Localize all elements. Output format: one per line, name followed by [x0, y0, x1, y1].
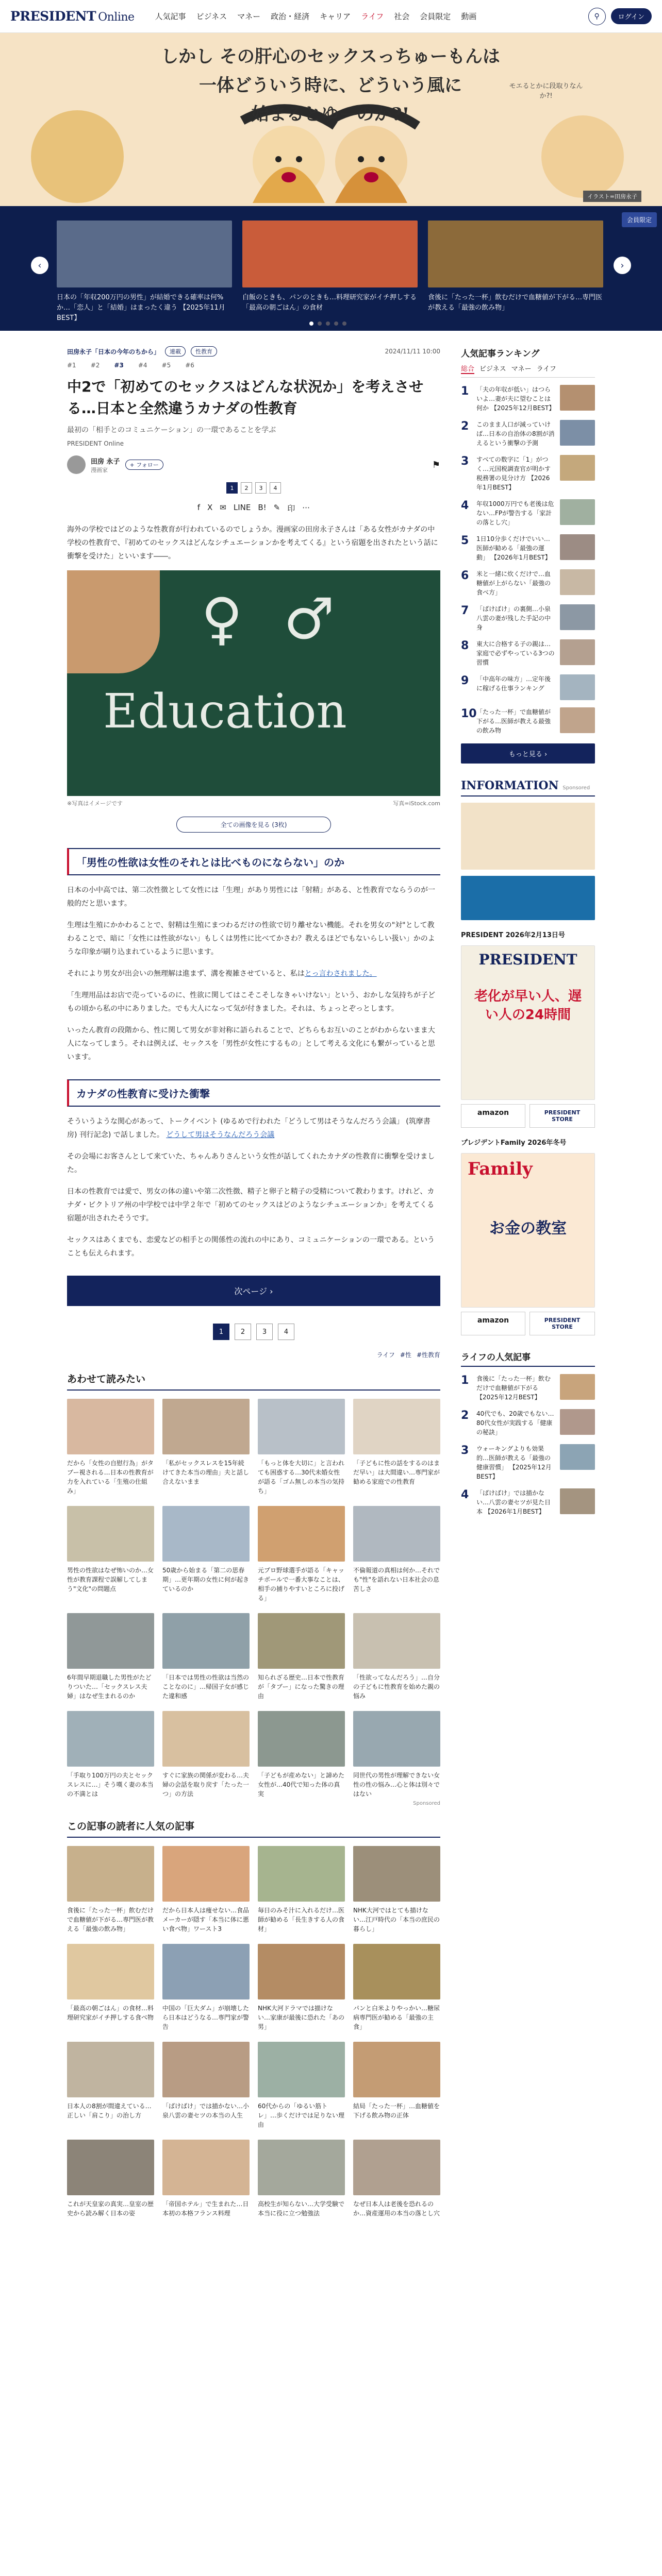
ranking-item[interactable]	[461, 674, 595, 700]
card-thumbnail	[258, 1711, 345, 1767]
article-card[interactable]	[353, 1399, 440, 1496]
life-ranking-list	[461, 1374, 595, 1516]
slider-next-arrow-icon[interactable]: ›	[614, 257, 631, 274]
rank-number: 8	[461, 639, 469, 652]
ad-banner-1[interactable]	[461, 803, 595, 870]
series-step[interactable]: #3	[114, 362, 124, 369]
card-title: だから日本人は痩せない…食品メーカーが隠す「本当に体に悪い食べ物」ワースト3	[162, 1907, 250, 1933]
card-title: 50歳から始まる「第二の思春期」…更年期の女性に何が起きているのか	[162, 1567, 250, 1592]
related-grid	[67, 1399, 440, 1799]
author-name[interactable]: 田房 永子	[91, 457, 120, 466]
publish-date: 2024/11/11 10:00	[385, 348, 440, 355]
hero-chalk-text: Education	[103, 684, 347, 739]
banner-text-3: 始まるとゆーのか?!	[251, 104, 410, 125]
rank-title: 東大に合格する子の親は…家庭で必ずやっている3つの習慣	[476, 640, 555, 666]
rank-thumbnail	[560, 1374, 595, 1400]
life-ranking-heading: ライフの人気記事	[461, 1350, 595, 1367]
next-page-button[interactable]: 次ページ ›	[67, 1276, 440, 1306]
ranking-tab[interactable]: ビジネス	[479, 365, 506, 373]
ranking-item[interactable]	[461, 1488, 595, 1516]
rank-thumbnail	[560, 1444, 595, 1470]
article-card[interactable]	[162, 1846, 250, 1934]
nav-item-7[interactable]: 会員限定	[420, 12, 451, 21]
avatar[interactable]	[67, 455, 86, 474]
rank-title: すべての数字に「1」がつく…元国税調査官が明かす税務署の見分け方 【2026年1月BEST】	[476, 456, 551, 491]
card-title: 「ばけばけ」では描かない…小泉八雲の妻セツの本当の人生	[162, 2103, 250, 2119]
card-title: なぜ日本人は老後を恐れるのか…資産運用の本当の落とし穴	[353, 2200, 440, 2217]
page-number[interactable]: 1	[213, 1324, 229, 1340]
card-title: 「もっと体を大切に」と言われても困惑する…30代未婚女性が語る「ゴム無しの本当の気持ち」	[258, 1460, 345, 1495]
card-title: 「手取り100万円の夫とセックスレスに…」そう嘆く妻の本当の不満とは	[67, 1772, 154, 1798]
card-thumbnail	[67, 1711, 154, 1767]
magazine-2-cover[interactable]: Family お金の教室	[461, 1153, 595, 1308]
amazon-button-2[interactable]: amazon	[461, 1312, 525, 1335]
article-hero-image[interactable]	[67, 570, 440, 796]
view-all-images-button[interactable]: 全ての画像を見る (3枚)	[176, 817, 331, 833]
series-link[interactable]: 田房永子「日本の今年のちから」	[67, 348, 160, 355]
article-title: 中2で「初めてのセックスはどんな状況か」を考えさせる…日本と全然違うカナダの性教育	[67, 378, 424, 417]
slide-card[interactable]	[242, 221, 418, 324]
information-heading: INFORMATION Sponsored	[461, 779, 595, 796]
tag-series[interactable]: 連載	[165, 346, 186, 357]
card-title: 「日本では男性の性欲は当然のことなのに」…帰国子女が感じた違和感	[162, 1674, 250, 1700]
article-lead: 海外の学校ではどのような性教育が行われているのでしょうか。漫画家の田房永子さんは「ある女性がカナダの中学校の性教育で、『初めてのセックスはどんなシチュエーションかを考えてくる』という宿題を出されたという話に衝撃を受けた」といいます――。	[67, 526, 438, 561]
series-step[interactable]: #6	[185, 362, 194, 369]
rank-title: 「ばけばけ」では描かない…八雲の妻セツが見た日本 【2026年1月BEST】	[476, 1489, 551, 1515]
rank-title: 「中高年の味方」…定年後に稼げる仕事ランキング	[476, 675, 551, 692]
card-title: 同世代の男性が理解できない女性の性の悩み…心と体は別々ではない	[353, 1772, 440, 1798]
card-title: だから「女性の自慰行為」がタブー視される…日本の性教育が力を入れている「生殖の仕組み」	[67, 1460, 154, 1495]
article-card[interactable]	[353, 1711, 440, 1799]
card-thumbnail	[162, 1506, 250, 1562]
card-thumbnail	[162, 1711, 250, 1767]
article-card[interactable]	[162, 1399, 250, 1496]
ranking-item[interactable]	[461, 1409, 595, 1437]
slide-card[interactable]	[428, 221, 603, 324]
ranking-tabs	[461, 363, 595, 378]
sponsored-label: Sponsored	[413, 1801, 440, 1806]
nav-item-2[interactable]: マネー	[237, 12, 261, 21]
rank-thumbnail	[560, 1488, 595, 1514]
rank-number: 2	[461, 1409, 469, 1422]
article-card[interactable]	[353, 2042, 440, 2129]
page-number[interactable]: 2	[235, 1324, 251, 1340]
page-number[interactable]: 1	[226, 482, 238, 494]
site-logo[interactable]: PRESIDENT Online	[10, 9, 135, 24]
article-card[interactable]	[258, 1506, 345, 1603]
share-icon[interactable]: ⋯	[302, 503, 310, 512]
card-thumbnail	[258, 1944, 345, 1999]
page-number[interactable]: 2	[241, 482, 252, 494]
share-icon[interactable]: ✉	[220, 503, 226, 512]
follow-button[interactable]: + フォロー	[125, 460, 163, 470]
article-card[interactable]	[258, 1711, 345, 1799]
card-title: 「最高の朝ごはん」の食材…料理研究家がイチ押しする食べ物	[67, 2005, 154, 2021]
article-card[interactable]	[258, 1399, 345, 1496]
card-thumbnail	[67, 1846, 154, 1902]
login-button[interactable]: ログイン	[611, 8, 652, 24]
slide-text: 日本の「年収200万円の男性」が結婚できる確率は何%か…「恋人」と「結婚」はまったく違う 【2025年11月BEST】	[57, 294, 225, 322]
share-icon[interactable]: B!	[258, 503, 267, 512]
female-symbol-icon: ♀	[201, 586, 243, 652]
article-card[interactable]	[258, 1613, 345, 1701]
card-thumbnail	[258, 1506, 345, 1562]
article-card[interactable]	[67, 1711, 154, 1799]
tag-link[interactable]: ライフ	[376, 1351, 395, 1359]
article-card[interactable]	[162, 1506, 250, 1603]
ranking-item[interactable]	[461, 604, 595, 632]
rank-number: 2	[461, 420, 469, 433]
series-step[interactable]: #1	[67, 362, 76, 369]
card-thumbnail	[353, 2140, 440, 2195]
rank-thumbnail	[560, 569, 595, 595]
rank-number: 5	[461, 534, 469, 547]
article-subtitle: 最初の「相手とのコミュニケーション」の一環であることを学ぶ	[67, 426, 276, 434]
nav-item-8[interactable]: 動画	[461, 12, 477, 21]
source-label: PRESIDENT Online	[67, 440, 124, 447]
section-heading-2: カナダの性教育に受けた衝撃	[67, 1079, 440, 1107]
ad-banner-2[interactable]	[461, 876, 595, 920]
rank-thumbnail	[560, 385, 595, 411]
card-title: 「帝国ホテル」で生まれた…日本初の本格フランス料理	[162, 2200, 249, 2217]
article-card[interactable]	[353, 1944, 440, 2031]
tag-link[interactable]: #性	[400, 1351, 411, 1359]
article-body-1: 日本の小中高では、第二次性徴として女性には「生理」があり男性には「射精」がある、と性教育でならうのが一般的だと思います。 生理は生殖にかかわることで、射精は生殖にまつわるだけの性欲で切り離せない機能。それを男女の"対"として教わることで、暗に「女性には性欲がない」もしくは男性に比べてかさわ？教えるほどでもないらしい扱い」かのような印象が刷り込まれているように思います。 それにより男女が出会いの無理解は進まず、溝を複雑させていると、私はとっ言わされました。 「生理用品はお店で売っているのに、性欲に関してはこそこそしなきゃいけない」という、おかしな気持ちが子どもの頃から私の中にありました。でも大人になって気が付きました。それは、ちょっとぞっとします。 いったん教育の段階から、性に関して男女が非対称に語られることで、どちらもお互いのことがわからないまま大人になってしまう。それは例えば、セックスを「男性が女性にするもの」として考える文化にも繋がっていると思います。	[67, 886, 435, 1061]
card-title: すぐに家族の関係が変わる…夫婦の会話を取り戻す「たった一つ」の方法	[162, 1772, 250, 1798]
related-heading: あわせて読みたい	[67, 1371, 440, 1391]
article-card[interactable]	[353, 1846, 440, 1934]
article-card[interactable]	[162, 1944, 250, 2031]
page-number[interactable]: 3	[255, 482, 267, 494]
page-number[interactable]: 4	[278, 1324, 294, 1340]
card-title: 高校生が知らない…大学受験で本当に役に立つ勉強法	[258, 2200, 345, 2217]
card-title: 「性欲ってなんだろう」…自分の子どもに性教育を始めた親の悩み	[353, 1674, 440, 1700]
rank-title: 「たった一杯」で血糖値が下がる…医師が教える最強の飲み物	[476, 708, 551, 734]
series-step[interactable]: #2	[90, 362, 100, 369]
image-caption: ※写真はイメージです	[67, 800, 123, 807]
article-card[interactable]	[67, 1846, 154, 1934]
page-nav-bottom	[67, 1324, 440, 1340]
ranking-item[interactable]	[461, 639, 595, 667]
rank-thumbnail	[560, 1409, 595, 1435]
ranking-item[interactable]	[461, 534, 595, 562]
rank-number: 3	[461, 455, 469, 468]
rank-number: 1	[461, 385, 469, 398]
rank-number: 4	[461, 499, 469, 512]
ranking-tab[interactable]: ライフ	[536, 365, 556, 373]
store-button-2[interactable]: PRESIDENT STORE	[529, 1312, 595, 1335]
card-thumbnail	[353, 1399, 440, 1454]
rank-number: 4	[461, 1488, 469, 1501]
male-symbol-icon: ♂	[284, 586, 335, 652]
article-card[interactable]	[67, 1613, 154, 1701]
share-bar	[67, 503, 440, 514]
card-title: NHK大河ではとても描けない…江戸時代の「本当の庶民の暮らし」	[353, 1907, 440, 1933]
author-role: 漫画家	[91, 466, 108, 473]
share-icon[interactable]: LINE	[233, 503, 251, 512]
card-title: 不倫報道の真相は何か…それでも"性"を語れない日本社会の息苦しさ	[353, 1567, 440, 1592]
nav-item-3[interactable]: 政治・経済	[271, 12, 310, 21]
hand-image	[67, 570, 160, 673]
card-title: 「私がセックスレスを15年続けてきた本当の理由」夫と話し合えないまま	[162, 1460, 250, 1485]
rank-thumbnail	[560, 604, 595, 630]
card-title: 「子どもが産めない」と諦めた女性が…40代で知った体の真実	[258, 1772, 345, 1798]
slider-pager[interactable]	[309, 321, 346, 326]
card-thumbnail	[353, 1711, 440, 1767]
magazine-1-title: PRESIDENT 2026年2月13日号	[461, 931, 565, 939]
sidebar	[461, 346, 595, 2218]
card-thumbnail	[353, 2042, 440, 2097]
magazine-2-title: プレジデントFamily 2026年冬号	[461, 1139, 567, 1147]
section-heading-1: 「男性の性欲は女性のそれとは比べものにならない」のか	[67, 848, 440, 875]
article-card[interactable]	[67, 1506, 154, 1603]
card-thumbnail	[67, 2140, 154, 2195]
rank-title: 1日10分歩くだけでいい…医師が勧める「最強の運動」 【2026年1月BEST】	[476, 535, 551, 561]
article-card[interactable]	[162, 2140, 250, 2218]
card-title: これが天皇家の真実…皇室の歴史から読み解く日本の姿	[67, 2200, 154, 2217]
ranking-item[interactable]	[461, 707, 595, 735]
tag-link[interactable]: #性教育	[416, 1351, 440, 1359]
page-nav-top	[67, 482, 440, 494]
rank-number: 9	[461, 674, 469, 687]
card-thumbnail	[162, 1846, 250, 1902]
store-button[interactable]: PRESIDENT STORE	[529, 1104, 595, 1128]
banner-note: モエるとかに段取りなんか?!	[509, 82, 583, 100]
article-main	[67, 346, 440, 2218]
rank-thumbnail	[560, 455, 595, 481]
card-title: 「子どもに性の話をするのはまだ早い」は大間違い…専門家が勧める家庭での性教育	[353, 1460, 440, 1485]
banner-text-2: 一体どういう時に、どういう風に	[199, 75, 462, 96]
card-title: 6年間早期退職した男性がたどりついた…「セックスレス夫婦」はなぜ生まれるのか	[67, 1674, 152, 1700]
article-card[interactable]	[353, 1613, 440, 1701]
card-title: 60代からの「ゆるい筋トレ」…歩くだけでは足りない理由	[258, 2103, 345, 2128]
article-card[interactable]	[67, 2042, 154, 2129]
card-title: 元プロ野球選手が語る「キャッチボールで一番大事なことは、相手の捕りやすいところに投げる」	[258, 1567, 345, 1602]
rank-thumbnail	[560, 674, 595, 700]
card-thumbnail	[353, 1944, 440, 1999]
amazon-button[interactable]: amazon	[461, 1104, 525, 1128]
ranking-item[interactable]	[461, 385, 595, 413]
rank-number: 1	[461, 1374, 469, 1387]
rank-thumbnail	[560, 534, 595, 560]
card-thumbnail	[258, 1613, 345, 1669]
ranking-more-button[interactable]: もっと見る ›	[461, 743, 595, 764]
card-thumbnail	[162, 1944, 250, 1999]
nav-item-5[interactable]: ライフ	[361, 12, 384, 21]
card-thumbnail	[258, 1399, 345, 1454]
ranking-item[interactable]	[461, 420, 595, 448]
rank-title: 40代でも、20歳でもない…80代女性が実践する「健康の秘訣」	[476, 1410, 554, 1436]
nav-item-4[interactable]: キャリア	[320, 12, 351, 21]
article-card[interactable]	[162, 2042, 250, 2129]
article-card[interactable]	[258, 1944, 345, 2031]
article-card[interactable]	[353, 1506, 440, 1603]
nav-item-1[interactable]: ビジネス	[196, 12, 227, 21]
ranking-item[interactable]	[461, 1374, 595, 1402]
article-card[interactable]	[258, 1846, 345, 1934]
photo-credit: 写真=iStock.com	[393, 800, 440, 807]
rank-number: 6	[461, 569, 469, 582]
rank-title: 「ばけばけ」の裏側…小泉八雲の妻が残した手記の中身	[476, 605, 551, 631]
slide-image	[242, 221, 418, 287]
search-icon[interactable]: ⚲	[588, 8, 606, 25]
rank-title: 「夫の年収が低い」はつらいよ…妻が夫に望むことは何か 【2025年12月BEST】	[476, 386, 555, 412]
main-nav	[155, 9, 588, 24]
ranking-item[interactable]	[461, 1444, 595, 1481]
card-thumbnail	[67, 2042, 154, 2097]
banner-text-1: しかし その肝心のセックスっちゅーもんは	[161, 46, 500, 67]
rank-title: ウォーキングよりも効果的…医師が教える「最強の健康習慣」 【2025年12月BEST】	[476, 1445, 552, 1480]
popular-grid	[67, 1846, 440, 2218]
slide-text: 食後に「たった一杯」飲むだけで血糖値が下がる…専門医が教える「最強の飲み物」	[428, 294, 603, 312]
card-title: パンと白米よりやっかい…糖尿病専門医が勧める「最強の主食」	[353, 2005, 440, 2030]
page-number[interactable]: 4	[270, 482, 281, 494]
ranking-list	[461, 385, 595, 735]
card-thumbnail	[258, 2140, 345, 2195]
card-thumbnail	[67, 1613, 154, 1669]
site-header	[0, 0, 662, 33]
ranking-item[interactable]	[461, 499, 595, 527]
rank-number: 7	[461, 604, 469, 617]
popular-heading: この記事の読者に人気の記事	[67, 1819, 440, 1838]
article-card[interactable]	[258, 2042, 345, 2129]
card-thumbnail	[353, 1506, 440, 1562]
article-card[interactable]	[67, 1944, 154, 2031]
article-tags	[67, 1350, 440, 1359]
card-thumbnail	[162, 1613, 250, 1669]
ranking-item[interactable]	[461, 569, 595, 597]
card-thumbnail	[353, 1613, 440, 1669]
share-icon[interactable]: f	[197, 503, 201, 512]
card-thumbnail	[67, 1944, 154, 1999]
card-title: NHK大河ドラマでは描けない…家康が最後に恐れた「あの男」	[258, 2005, 345, 2030]
article-card[interactable]	[162, 1711, 250, 1799]
card-title: 結局「たった一杯」…血糖値を下げる飲み物の正体	[353, 2103, 440, 2119]
share-icon[interactable]: 印	[287, 504, 295, 513]
card-title: 男性の性欲はなぜ怖いのか…女性が教育課程で誤解してしまう"文化"の問題点	[67, 1567, 154, 1592]
article-card[interactable]	[258, 2140, 345, 2218]
slide-card[interactable]	[57, 221, 232, 324]
rank-number: 10	[461, 707, 477, 720]
article-card[interactable]	[67, 2140, 154, 2218]
article-card[interactable]	[162, 1613, 250, 1701]
ranking-item[interactable]	[461, 455, 595, 492]
article-body-2: そういうような関心があって、トークイベント (ゆるめで行われた「どうして男はそうなんだろう会議」 (筑摩書房) 刊行記念) で話しました。 どうして男はそうなんだろう会議 その会場にお客さんとして来ていた、ちゃんありさんという女性が話してくれたカナダの性教育に衝撃を受けました。 日本の性教育では愛で、男女の体の違いや第二次性徴、精子と卵子と精子の受精について教わります。けれど、カナダ・ビクトリア州の中学校では中学２年で「初めてのセックスはどのようなシチュエーションか」を考えてくる宿題が出されたそうです。 セックスはあくまでも、恋愛などの相手との関係性の流れの中にあり、コミュニケーションの一環である。ということも伝えられます。	[67, 1117, 435, 1258]
featured-slider	[0, 206, 662, 331]
share-icon[interactable]: X	[207, 503, 213, 512]
slider-prev-arrow-icon[interactable]: ‹	[31, 257, 48, 274]
rank-thumbnail	[560, 420, 595, 446]
card-thumbnail	[258, 2042, 345, 2097]
nav-item-6[interactable]: 社会	[394, 12, 410, 21]
card-thumbnail	[67, 1399, 154, 1454]
card-title: 日本人の8割が間違えている…正しい「肩こり」の治し方	[67, 2103, 152, 2119]
banner-credit: イラスト=田房永子	[583, 191, 641, 202]
hero-banner[interactable]	[0, 33, 662, 206]
inline-link-2[interactable]: どうして男はそうなんだろう会議	[166, 1131, 275, 1139]
rank-thumbnail	[560, 639, 595, 665]
inline-link-1[interactable]: とっ言わされました。	[304, 970, 377, 978]
bookmark-icon[interactable]: ⚑	[432, 459, 440, 470]
card-thumbnail	[162, 2042, 250, 2097]
tag-sex-ed[interactable]: 性教育	[191, 346, 217, 357]
rank-title: 米と一緒に炊くだけで…血糖値が上がらない「最強の食べ方」	[476, 570, 551, 596]
nav-item-0[interactable]: 人気記事	[155, 12, 186, 21]
article-card[interactable]	[67, 1399, 154, 1496]
slide-text: 白飯のときも、パンのときも…料理研究家がイチ押しする「最高の朝ごはん」の食材	[242, 294, 417, 312]
member-badge[interactable]: 会員限定	[622, 212, 657, 227]
ranking-heading: 人気記事ランキング	[461, 349, 540, 359]
slide-image	[57, 221, 232, 287]
rank-number: 3	[461, 1444, 469, 1457]
rank-title: 年収1000万円でも老後は危ない…FPが警告する「家計の落とし穴」	[476, 500, 554, 526]
page-number[interactable]: 3	[256, 1324, 273, 1340]
rank-thumbnail	[560, 499, 595, 525]
card-thumbnail	[162, 2140, 250, 2195]
magazine-1-cover[interactable]: PRESIDENT 老化が早い人、遅い人の24時間	[461, 945, 595, 1100]
card-thumbnail	[162, 1399, 250, 1454]
series-step[interactable]: #4	[138, 362, 147, 369]
share-icon[interactable]: ✎	[273, 503, 280, 512]
rank-title: 食後に「たった一杯」飲むだけで血糖値が下がる 【2025年12月BEST】	[476, 1375, 551, 1401]
rank-thumbnail	[560, 707, 595, 733]
card-title: 中国の「巨大ダム」が崩壊したら日本はどうなる…専門家が警告	[162, 2005, 250, 2030]
series-steps	[67, 362, 440, 369]
article-card[interactable]	[353, 2140, 440, 2218]
ranking-tab[interactable]: 総合	[461, 363, 474, 374]
slide-image	[428, 221, 603, 287]
author-block	[67, 455, 440, 474]
card-title: 毎日のみそ汁に入れるだけ…医師が勧める「長生きする人の食材」	[258, 1907, 345, 1933]
rank-title: このまま人口が減っていけば…日本の自治体の8割が消えるという衝撃の予測	[476, 421, 555, 447]
card-title: 知られざる歴史…日本で性教育が「タブー」になった驚きの理由	[258, 1674, 345, 1700]
card-title: 食後に「たった一杯」飲むだけで血糖値が下がる…専門医が教える「最強の飲み物」	[67, 1907, 154, 1933]
card-thumbnail	[353, 1846, 440, 1902]
card-thumbnail	[67, 1506, 154, 1562]
card-thumbnail	[258, 1846, 345, 1902]
ranking-tab[interactable]: マネー	[511, 365, 532, 373]
series-step[interactable]: #5	[161, 362, 171, 369]
